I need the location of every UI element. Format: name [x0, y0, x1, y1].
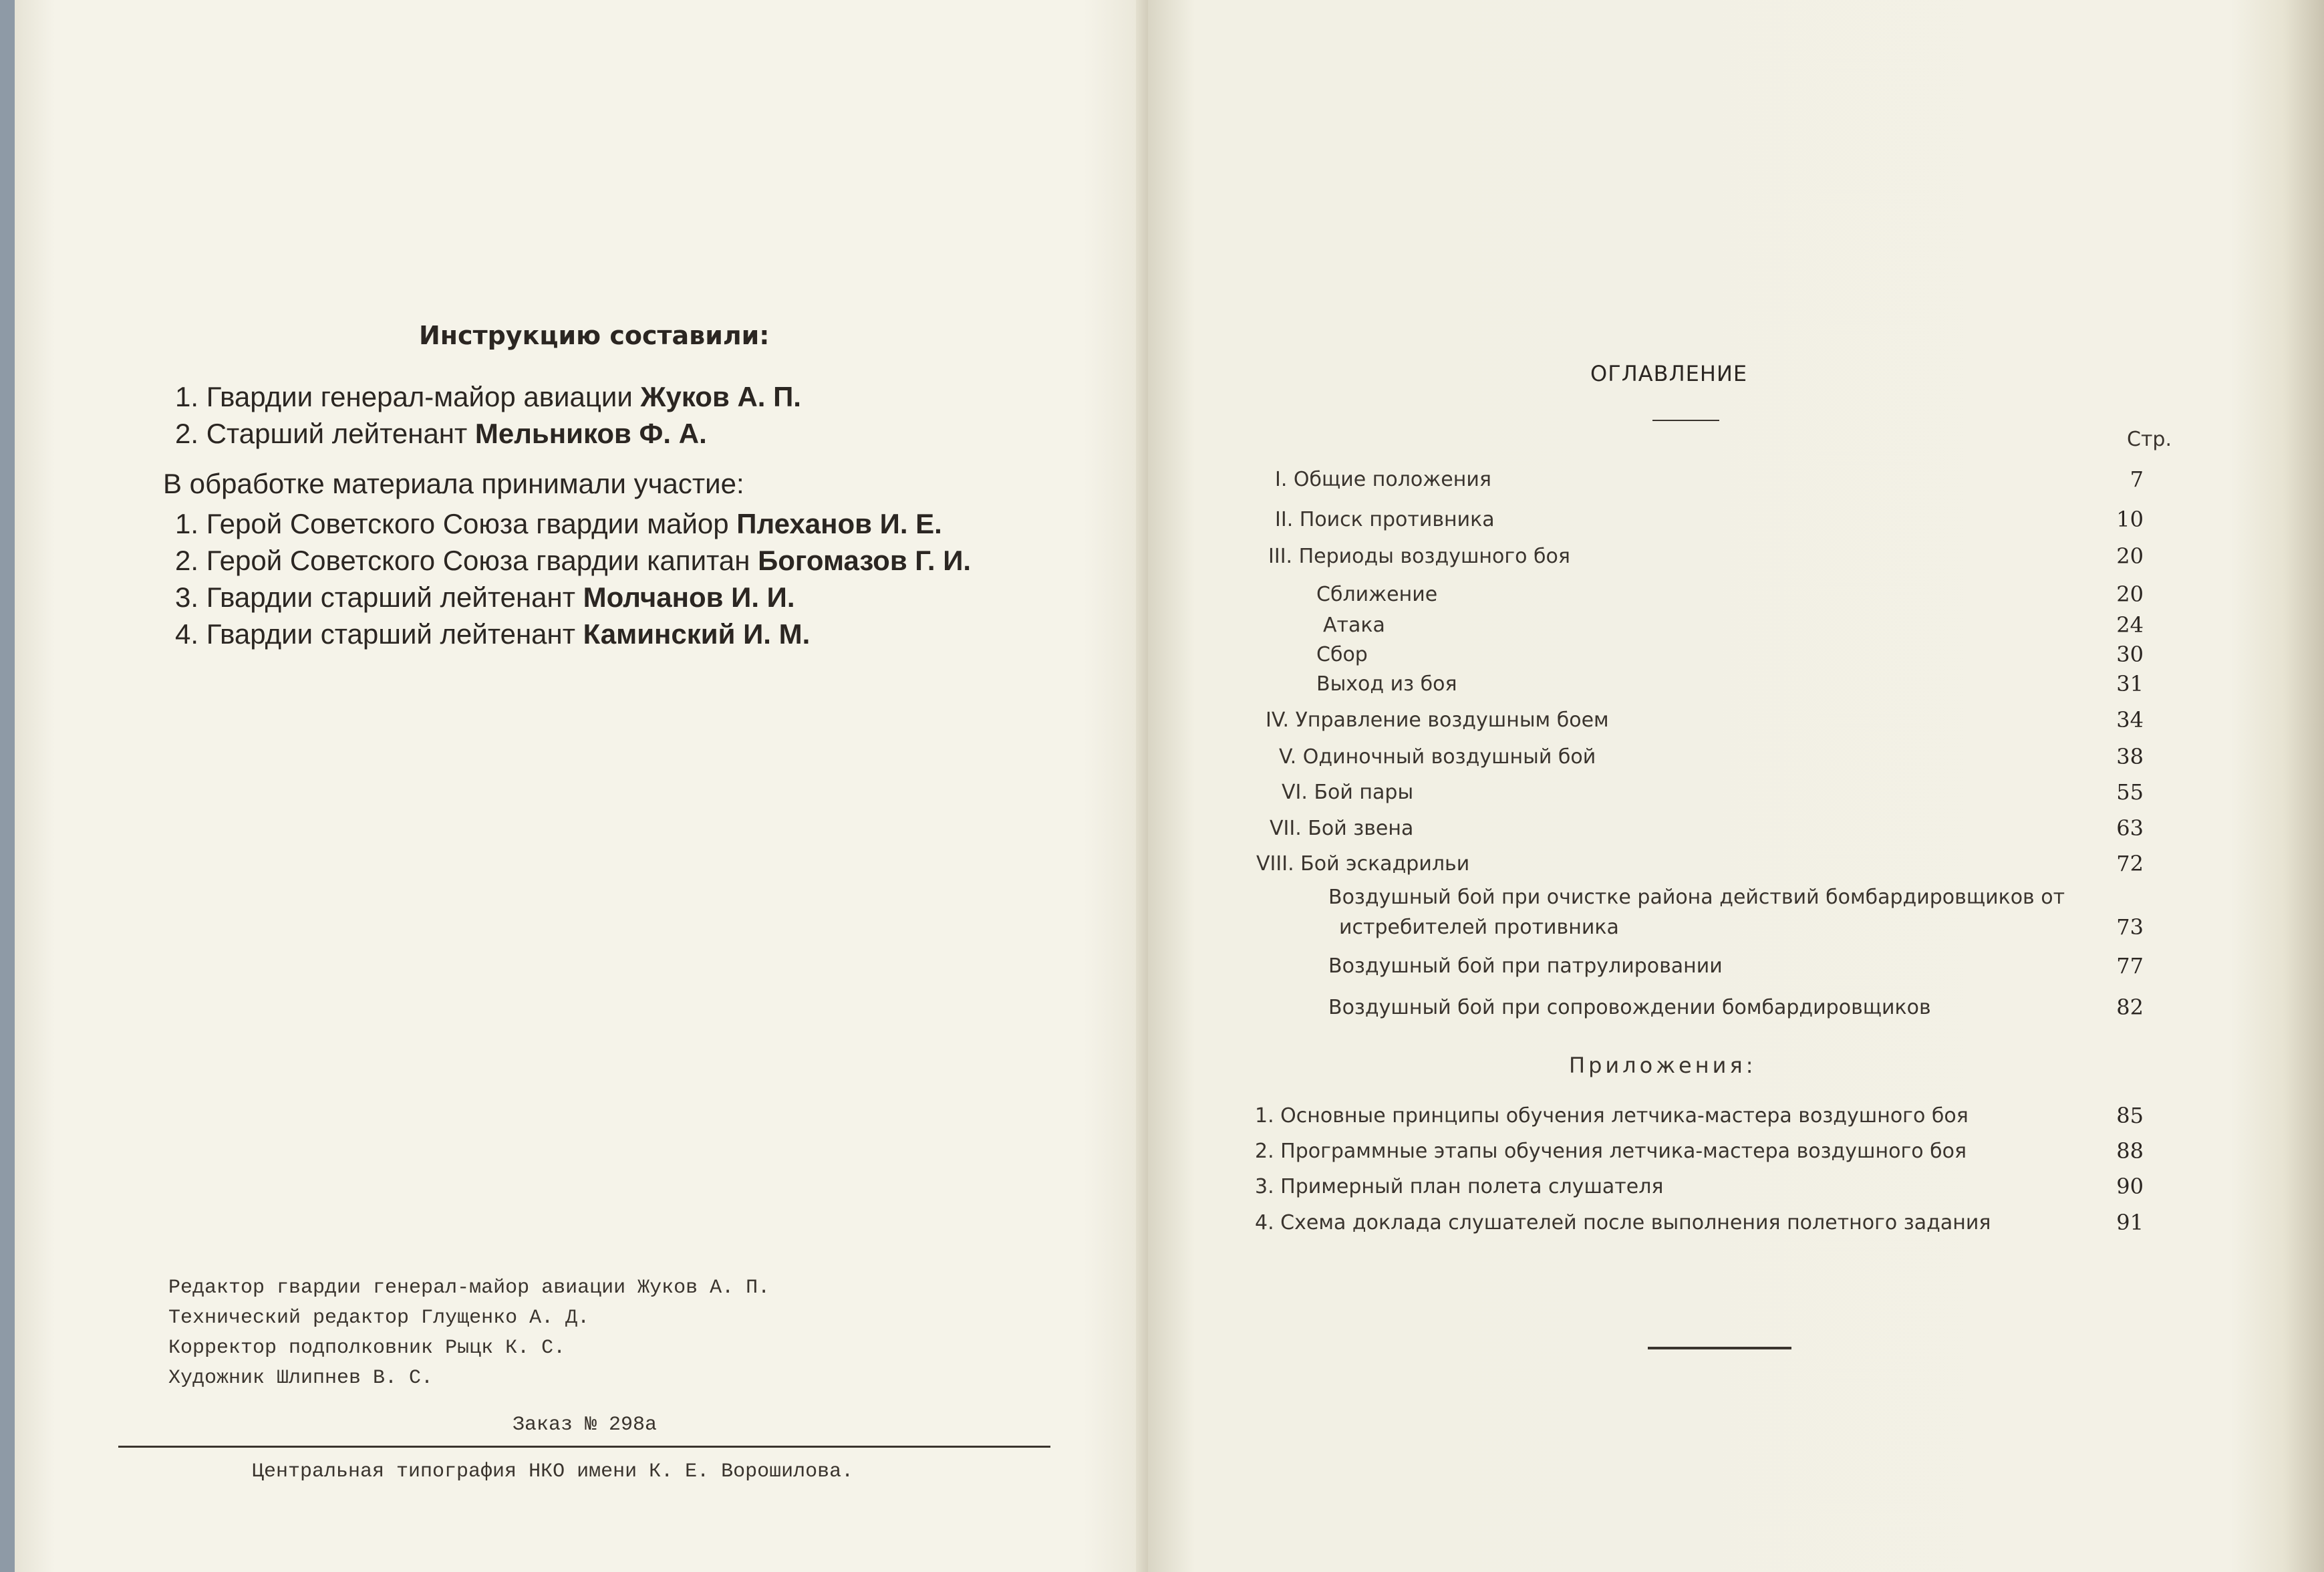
left-page	[0, 0, 1148, 1572]
participant-name: Каминский И. М.	[583, 618, 811, 650]
appendix-heading: Приложения:	[1569, 1053, 1757, 1078]
participant-prefix: 4. Гвардии старший лейтенант	[175, 618, 575, 650]
toc-entry	[1270, 817, 1413, 840]
order-number: Заказ № 298а	[513, 1414, 658, 1436]
author-name: Мельников Ф. А.	[474, 418, 707, 449]
toc-entry-page: 63	[2116, 815, 2144, 841]
toc-entry-page: 34	[2116, 707, 2144, 733]
participant-name: Плеханов И. Е.	[736, 508, 942, 539]
toc-entry	[1316, 672, 1457, 696]
toc-entry	[1268, 545, 1570, 568]
toc-entry-label: VI. Бой пары	[1282, 781, 1414, 804]
toc-entry-label: VII. Бой звена	[1270, 817, 1414, 840]
toc-entry	[1323, 614, 1385, 637]
toc-entry-page: 7	[2130, 467, 2144, 492]
participant-prefix: 3. Гвардии старший лейтенант	[175, 581, 575, 613]
imprint-corrector: Корректор подполковник Рыцк К. С.	[168, 1337, 566, 1359]
appendix-entry	[1255, 1104, 1969, 1128]
imprint-tech-editor: Технический редактор Глущенко А. Д.	[168, 1307, 590, 1329]
toc-entry-page: 55	[2116, 779, 2144, 805]
participant-line	[175, 618, 810, 650]
toc-entry-label: IV. Управление воздушным боем	[1266, 708, 1609, 732]
appendix-entry-page: 90	[2116, 1174, 2144, 1199]
appendix-entry-label: 1. Основные принципы обучения летчика-мастера воздушного боя	[1255, 1104, 1969, 1128]
author-name: Жуков А. П.	[640, 381, 801, 412]
toc-entry-label: Воздушный бой при сопровождении бомбардировщиков	[1328, 996, 1931, 1019]
participant-name: Богомазов Г. И.	[758, 545, 972, 576]
toc-entry-page: 73	[2116, 914, 2144, 940]
appendix-entry	[1255, 1175, 1663, 1198]
participant-line	[175, 508, 942, 540]
right-page	[1148, 0, 2324, 1572]
appendix-entry-page: 91	[2116, 1210, 2144, 1235]
toc-entry	[1275, 508, 1495, 531]
appendix-entry-label: 3. Примерный план полета слушателя	[1255, 1175, 1664, 1198]
imprint-rule	[118, 1446, 1050, 1448]
end-rule	[1648, 1347, 1791, 1349]
appendix-entry-page: 85	[2116, 1103, 2144, 1128]
participant-prefix: 1. Герой Советского Союза гвардии майор	[175, 508, 729, 539]
participant-prefix: 2. Герой Советского Союза гвардии капитан	[175, 545, 750, 576]
toc-entry	[1279, 745, 1596, 769]
toc-entry-page: 38	[2116, 744, 2144, 769]
toc-entry-label: II. Поиск противника	[1275, 508, 1495, 531]
toc-entry-page: 31	[2116, 671, 2144, 696]
printer-line: Центральная типография НКО имени К. Е. Ворошилова.	[252, 1460, 854, 1483]
page-column-label: Стр.	[2127, 428, 2172, 451]
author-line	[175, 381, 801, 413]
toc-entry-label: Воздушный бой при очистке района действий бомбардировщиков от	[1328, 886, 2065, 909]
toc-entry-page: 20	[2116, 543, 2144, 569]
participant-line	[175, 581, 795, 614]
toc-entry-label: Сближение	[1316, 583, 1438, 606]
heading-rule	[1652, 420, 1719, 421]
toc-entry	[1266, 708, 1609, 732]
participant-line	[175, 545, 971, 577]
toc-entry-page: 82	[2116, 995, 2144, 1020]
appendix-entry-label: 4. Схема доклада слушателей после выполнения полетного задания	[1255, 1211, 1991, 1234]
toc-entry-label: I. Общие положения	[1275, 468, 1491, 491]
toc-entry	[1328, 954, 1723, 978]
imprint-artist: Художник Шлипнев В. С.	[168, 1367, 434, 1390]
toc-entry-label: Воздушный бой при патрулировании	[1328, 954, 1723, 978]
toc-entry	[1316, 583, 1437, 606]
toc-entry-page: 24	[2116, 612, 2144, 638]
toc-entry	[1282, 781, 1413, 804]
toc-entry	[1316, 643, 1368, 666]
participant-name: Молчанов И. И.	[583, 581, 795, 613]
toc-entry-label: Атака	[1323, 614, 1385, 637]
toc-entry-label: III. Периоды воздушного боя	[1268, 545, 1570, 568]
toc-entry	[1328, 996, 1931, 1019]
author-line	[175, 418, 707, 450]
toc-entry-page: 30	[2116, 642, 2144, 667]
toc-entry-page: 20	[2116, 581, 2144, 607]
toc-entry-label: Сбор	[1316, 643, 1368, 666]
toc-entry	[1339, 916, 1619, 939]
toc-entry	[1328, 886, 2065, 909]
appendix-entry	[1255, 1140, 1967, 1163]
toc-entry-label: VIII. Бой эскадрильи	[1256, 852, 1470, 876]
toc-heading: ОГЛАВЛЕНИЕ	[1590, 361, 1748, 386]
toc-entry-label: истребителей противника	[1339, 916, 1619, 939]
author-prefix: 2. Старший лейтенант	[175, 418, 468, 449]
author-prefix: 1. Гвардии генерал-майор авиации	[175, 381, 633, 412]
toc-entry-page: 77	[2116, 953, 2144, 978]
participants-intro: В обработке материала принимали участие:	[163, 468, 744, 499]
appendix-entry-label: 2. Программные этапы обучения летчика-мастера воздушного боя	[1255, 1140, 1967, 1163]
toc-entry-page: 72	[2116, 851, 2144, 876]
toc-entry	[1256, 852, 1469, 876]
imprint-editor: Редактор гвардии генерал-майор авиации Жуков А. П.	[168, 1277, 770, 1299]
toc-entry	[1275, 468, 1491, 491]
toc-entry-label: V. Одиночный воздушный бой	[1279, 745, 1596, 769]
appendix-entry	[1255, 1211, 1991, 1234]
toc-entry-label: Выход из боя	[1316, 672, 1457, 696]
appendix-entry-page: 88	[2116, 1138, 2144, 1164]
authors-title: Инструкцию составили:	[419, 321, 770, 350]
toc-entry-page: 10	[2116, 507, 2144, 532]
